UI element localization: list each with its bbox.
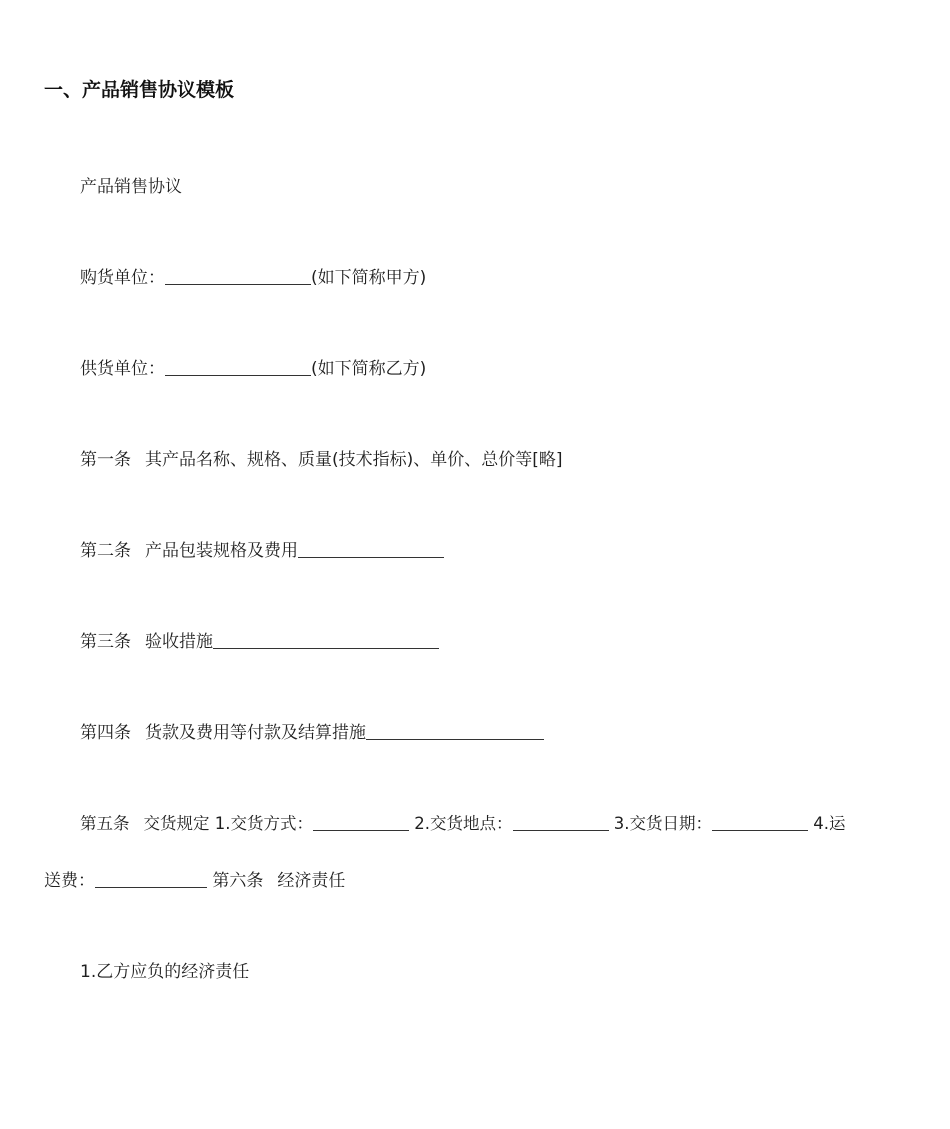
seller-blank[interactable] (165, 359, 311, 376)
article-4-blank[interactable] (366, 723, 544, 740)
seller-suffix: (如下简称乙方) (311, 359, 427, 379)
shipping-fee-blank[interactable] (95, 871, 207, 888)
article-2-number: 第二条 (80, 541, 131, 561)
article-3-blank[interactable] (213, 632, 439, 649)
delivery-date-blank[interactable] (712, 814, 808, 831)
article-5-number: 第五条 (80, 814, 130, 833)
article-2-blank[interactable] (298, 541, 444, 558)
delivery-place-label: 2.交货地点： (414, 814, 513, 833)
article-5-continued (44, 868, 345, 894)
article-3-number: 第三条 (80, 632, 131, 652)
delivery-method-label: 1.交货方式： (214, 814, 313, 833)
buyer-label: 购货单位： (80, 268, 165, 288)
shipping-fee-label-part1: 4.运 (813, 814, 846, 833)
article-6-number: 第六条 (212, 871, 264, 891)
section-heading: 一、产品销售协议模板 (44, 79, 235, 101)
buyer-line (80, 265, 426, 291)
shipping-fee-label-part2: 送费： (44, 871, 95, 891)
delivery-date-label: 3.交货日期： (613, 814, 712, 833)
buyer-blank[interactable] (165, 268, 311, 285)
article-3-text: 验收措施 (145, 632, 213, 652)
article-4-text: 货款及费用等付款及结算措施 (145, 723, 366, 743)
document-title: 产品销售协议 (80, 177, 182, 197)
article-3 (80, 629, 439, 655)
buyer-suffix: (如下简称甲方) (311, 268, 427, 288)
article-2-text: 产品包装规格及费用 (145, 541, 298, 561)
article-4 (80, 720, 544, 746)
article-1-number: 第一条 (80, 450, 131, 470)
seller-line (80, 356, 426, 382)
article-4-number: 第四条 (80, 723, 131, 743)
article-5 (80, 811, 846, 837)
article-1-text: 其产品名称、规格、质量(技术指标)、单价、总价等[略] (145, 450, 563, 470)
delivery-place-blank[interactable] (513, 814, 609, 831)
article-2 (80, 538, 444, 564)
subsection-1: 1.乙方应负的经济责任 (80, 962, 250, 982)
article-6-text: 经济责任 (277, 871, 346, 891)
delivery-method-blank[interactable] (313, 814, 409, 831)
article-5-text: 交货规定 (143, 814, 210, 833)
seller-label: 供货单位： (80, 359, 165, 379)
article-1 (80, 447, 563, 473)
